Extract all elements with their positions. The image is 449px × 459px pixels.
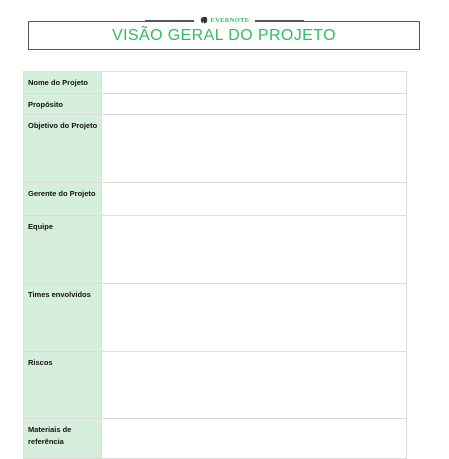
row-label: Propósito [24,94,102,115]
row-label: Nome do Projeto [24,72,102,94]
row-label: Riscos [24,352,102,419]
table-row [24,419,407,459]
row-value-field[interactable] [102,183,407,216]
row-label: Materiais de referência [24,419,102,459]
table-row [24,94,407,115]
row-value-field[interactable] [102,352,407,419]
table-row [24,72,407,94]
row-value-field[interactable] [102,284,407,352]
brand-name: EVERNOTE [210,16,250,24]
row-label: Equipe [24,216,102,284]
table-row [24,115,407,183]
table-row [24,216,407,284]
row-label: Gerente do Projeto [24,183,102,216]
page-title: VISÃO GERAL DO PROJETO [112,27,336,44]
row-value-field[interactable] [102,115,407,183]
row-value-field[interactable] [102,216,407,284]
row-value-field[interactable] [102,72,407,94]
table-row [24,284,407,352]
brand [0,14,449,26]
row-label: Times envolvidos [24,284,102,352]
elephant-icon [200,16,208,24]
project-overview-table [23,71,407,459]
row-value-field[interactable] [102,94,407,115]
table-row [24,183,407,216]
row-label: Objetivo do Projeto [24,115,102,183]
table-row [24,352,407,419]
row-value-field[interactable] [102,419,407,459]
